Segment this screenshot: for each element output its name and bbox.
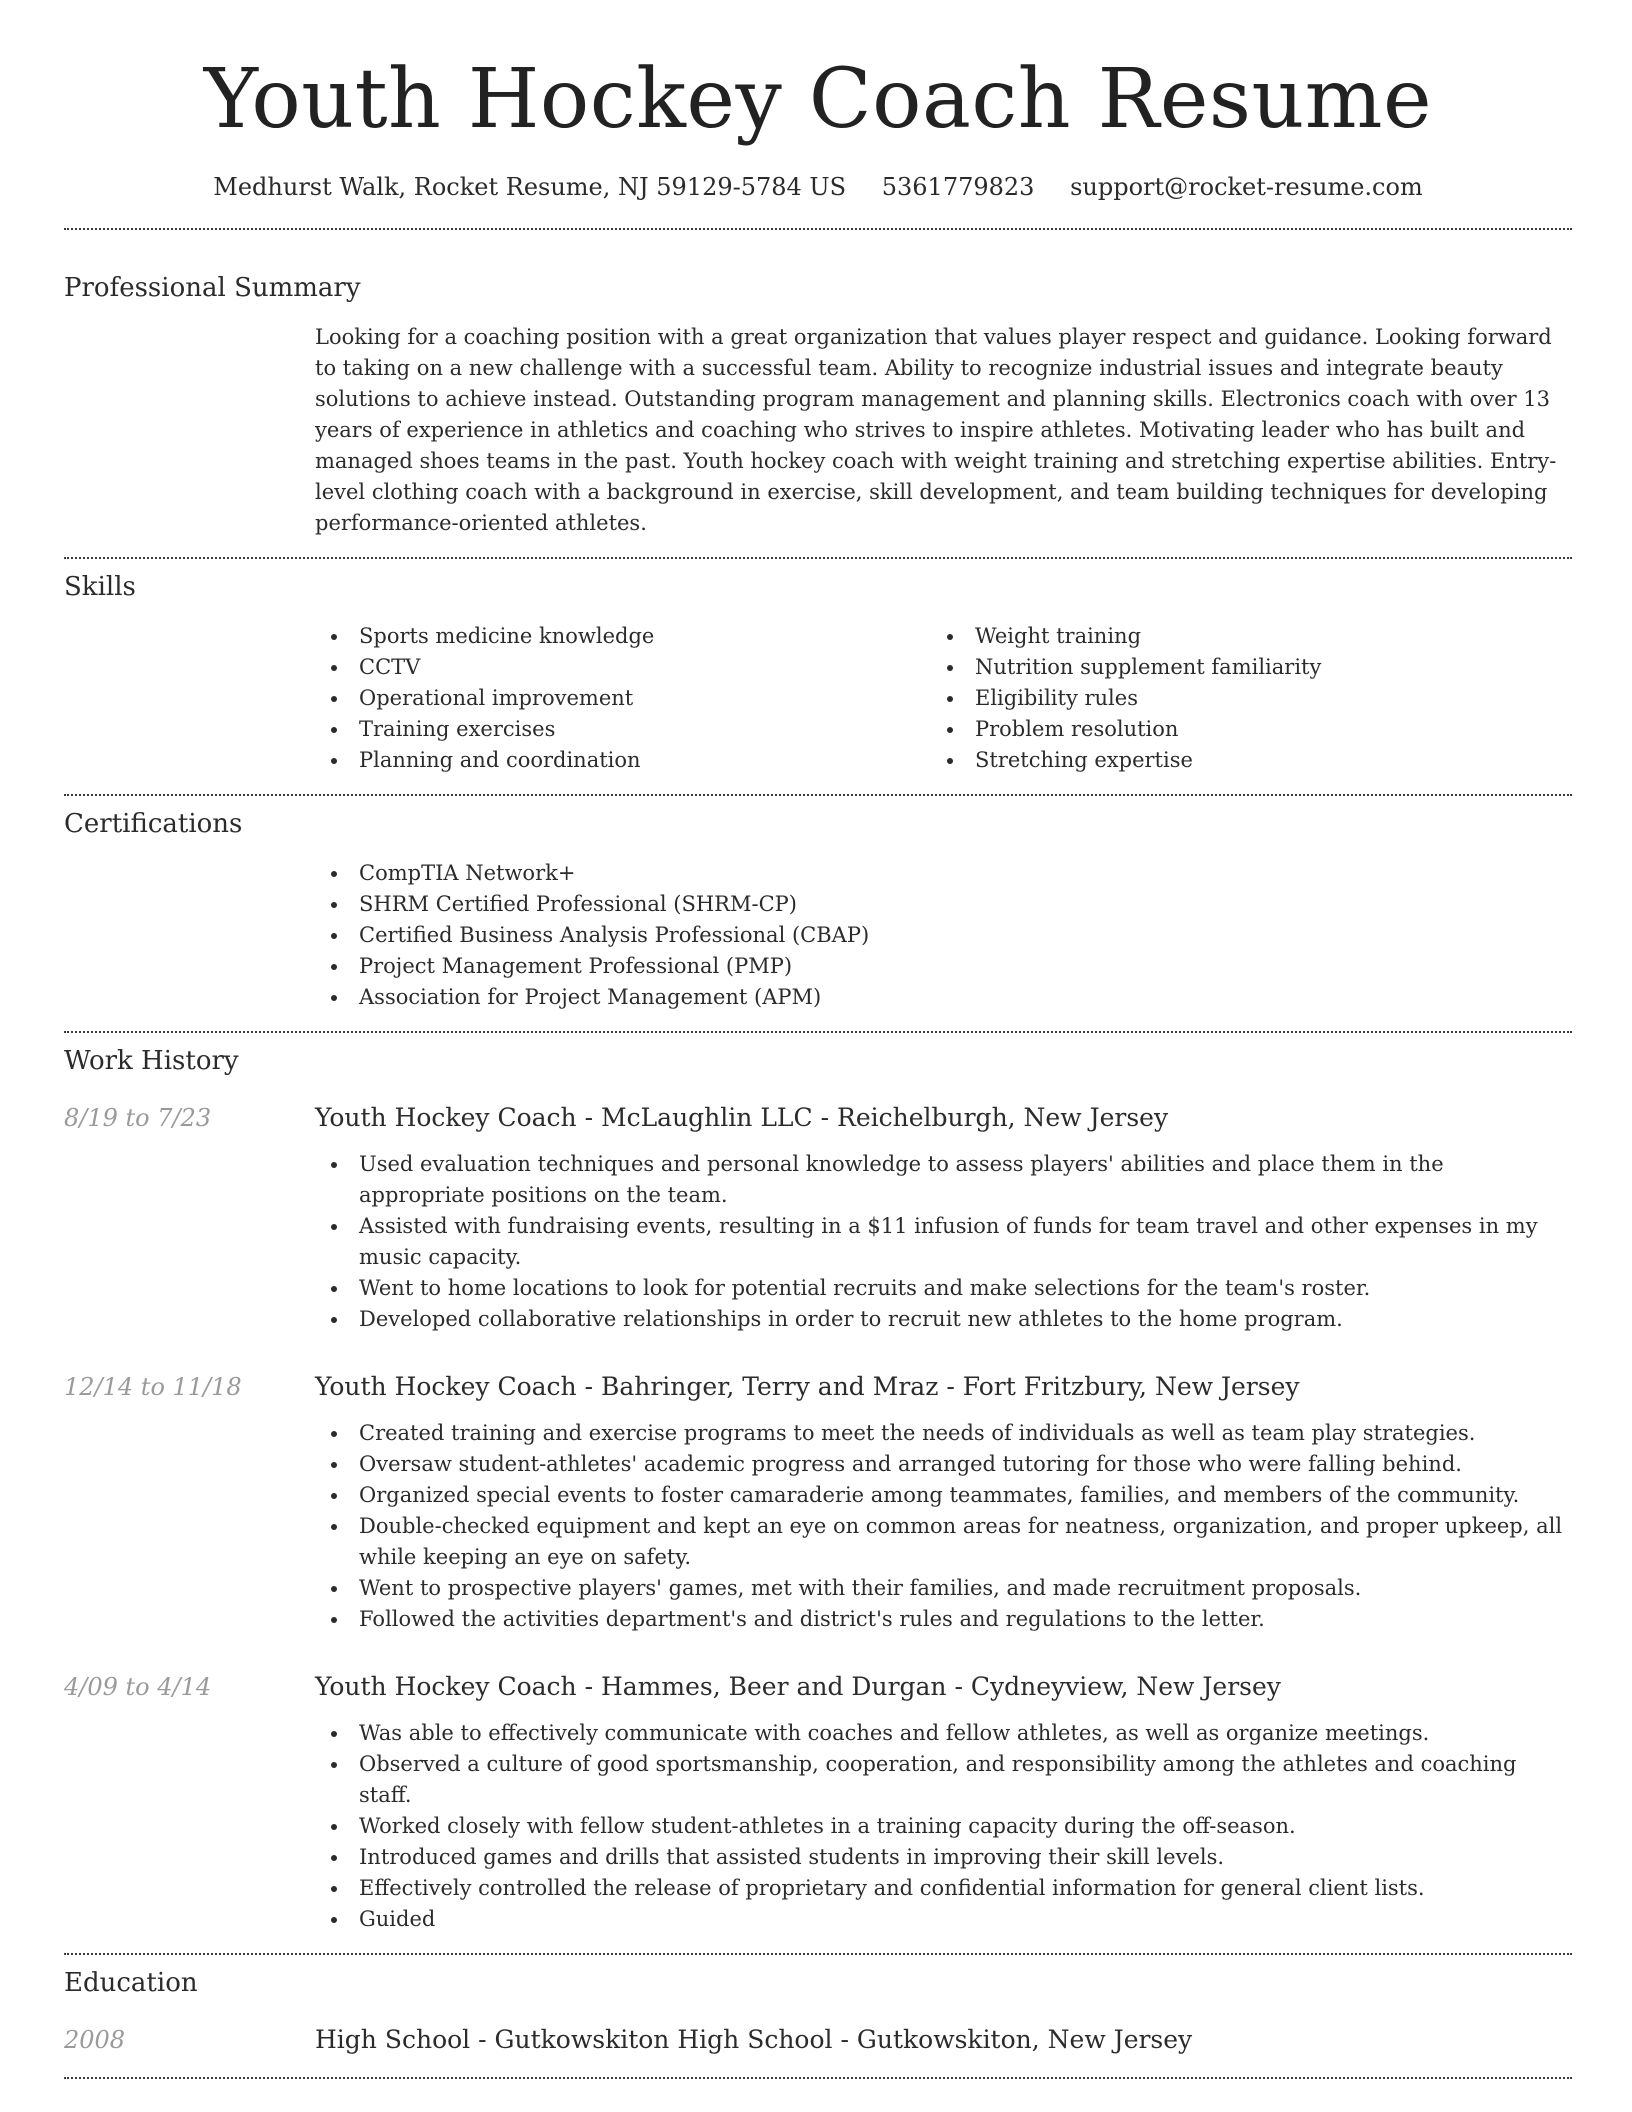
skill-item: Planning and coordination: [315, 745, 931, 776]
job-bullet: Worked closely with fellow student-athletes in a training capacity during the off-season.: [315, 1811, 1572, 1842]
certification-item: Certified Business Analysis Professional (CBAP): [315, 920, 1572, 951]
job-bullet: Was able to effectively communicate with coaches and fellow athletes, as well as organize meetings.: [315, 1718, 1572, 1749]
job-header-row: [64, 1101, 1572, 1135]
section-title-skills: Skills: [64, 572, 136, 602]
job-bullets: [315, 1418, 1572, 1635]
resume-title: Youth Hockey Coach Resume: [203, 52, 1433, 147]
divider: [64, 1953, 1572, 1955]
job-bullet: Effectively controlled the release of proprietary and confidential information for general client lists.: [315, 1873, 1572, 1904]
job-bullets: [315, 1718, 1572, 1935]
job-header-row: [64, 1370, 1572, 1404]
skill-item: Training exercises: [315, 714, 931, 745]
job-bullet: Double-checked equipment and kept an eye on common areas for neatness, organization, and proper upkeep, all while keeping an eye on safety.: [315, 1511, 1572, 1573]
job-heading: Youth Hockey Coach - Hammes, Beer and Durgan - Cydneyview, New Jersey: [315, 1672, 1281, 1701]
contact-line: [64, 170, 1572, 204]
job-header-row: [64, 1670, 1572, 1704]
job-bullet: Went to prospective players' games, met with their families, and made recruitment proposals.: [315, 1573, 1572, 1604]
certification-item: SHRM Certified Professional (SHRM-CP): [315, 889, 1572, 920]
skill-item: Nutrition supplement familiarity: [931, 652, 1547, 683]
job-dates: 4/09 to 4/14: [64, 1673, 212, 1701]
skill-item: Stretching expertise: [931, 745, 1547, 776]
job-bullet: Oversaw student-athletes' academic progress and arranged tutoring for those who were falling behind.: [315, 1449, 1572, 1480]
job-bullet: Guided: [315, 1904, 1572, 1935]
job-entry: [64, 1101, 1572, 1335]
certifications-section: [64, 806, 1572, 1013]
skill-item: CCTV: [315, 652, 931, 683]
job-bullet: Used evaluation techniques and personal knowledge to assess players' abilities and place them in the appropriate positions on the team.: [315, 1149, 1572, 1211]
job-dates: 8/19 to 7/23: [64, 1104, 212, 1132]
section-title-certifications: Certifications: [64, 809, 243, 839]
contact-address: Medhurst Walk, Rocket Resume, NJ 59129-5784 US: [213, 173, 847, 201]
skills-columns: [315, 621, 1572, 776]
job-bullets: [315, 1149, 1572, 1335]
job-bullet: Organized special events to foster camaraderie among teammates, families, and members of the community.: [315, 1480, 1572, 1511]
job-heading: Youth Hockey Coach - Bahringer, Terry and Mraz - Fort Fritzbury, New Jersey: [315, 1372, 1300, 1401]
skill-item: Eligibility rules: [931, 683, 1547, 714]
job-bullet: Introduced games and drills that assisted students in improving their skill levels.: [315, 1842, 1572, 1873]
contact-phone: 5361779823: [881, 173, 1035, 201]
skills-list-right: [931, 621, 1547, 776]
job-bullet: Assisted with fundraising events, resulting in a $11 infusion of funds for team travel and other expenses in my music capacity.: [315, 1211, 1572, 1273]
certifications-list: [315, 858, 1572, 1013]
section-title-summary: Professional Summary: [64, 273, 361, 303]
resume-page: [64, 0, 1572, 2079]
section-title-education: Education: [64, 1968, 198, 1998]
summary-section: [64, 270, 1572, 539]
job-entry: [64, 1670, 1572, 1935]
skill-item: Operational improvement: [315, 683, 931, 714]
job-bullet: Observed a culture of good sportsmanship, cooperation, and responsibility among the athletes and coaching staff.: [315, 1749, 1572, 1811]
certification-item: Project Management Professional (PMP): [315, 951, 1572, 982]
divider: [64, 794, 1572, 796]
education-section: [64, 1965, 1572, 2057]
education-row: [64, 2023, 1572, 2057]
skills-list-left: [315, 621, 931, 776]
divider: [64, 2077, 1572, 2079]
work-section: [64, 1043, 1572, 1935]
divider: [64, 228, 1572, 230]
divider: [64, 557, 1572, 559]
job-bullet: Followed the activities department's and district's rules and regulations to the letter.: [315, 1604, 1572, 1635]
skill-item: Weight training: [931, 621, 1547, 652]
certification-item: Association for Project Management (APM): [315, 982, 1572, 1013]
contact-email: support@rocket-resume.com: [1070, 173, 1423, 201]
job-heading: Youth Hockey Coach - McLaughlin LLC - Reichelburgh, New Jersey: [315, 1103, 1169, 1132]
job-bullet: Developed collaborative relationships in order to recruit new athletes to the home program.: [315, 1304, 1572, 1335]
summary-text: Looking for a coaching position with a great organization that values player respect and guidance. Looking forward to taking on a new challenge with a successful team. Ability to recognize industrial issues and integrate beauty solutions to achieve instead. Outstanding program management and planning skills. Electronics coach with over 13 years of experience in athletics and coaching who strives to inspire athletes. Motivating leader who has built and managed shoes teams in the past. Youth hockey coach with weight training and stretching expertise abilities. Entry-level clothing coach with a background in exercise, skill development, and team building techniques for developing performance-oriented athletes.: [315, 325, 1557, 535]
divider: [64, 1031, 1572, 1033]
job-bullet: Went to home locations to look for potential recruits and make selections for the team's roster.: [315, 1273, 1572, 1304]
job-bullet: Created training and exercise programs to meet the needs of individuals as well as team play strategies.: [315, 1418, 1572, 1449]
education-year: 2008: [64, 2026, 126, 2054]
skill-item: Sports medicine knowledge: [315, 621, 931, 652]
job-dates: 12/14 to 11/18: [64, 1373, 242, 1401]
certification-item: CompTIA Network+: [315, 858, 1572, 889]
section-title-work: Work History: [64, 1046, 239, 1076]
skills-section: [64, 569, 1572, 776]
skill-item: Problem resolution: [931, 714, 1547, 745]
job-entry: [64, 1370, 1572, 1635]
education-heading: High School - Gutkowskiton High School - Gutkowskiton, New Jersey: [315, 2025, 1193, 2054]
